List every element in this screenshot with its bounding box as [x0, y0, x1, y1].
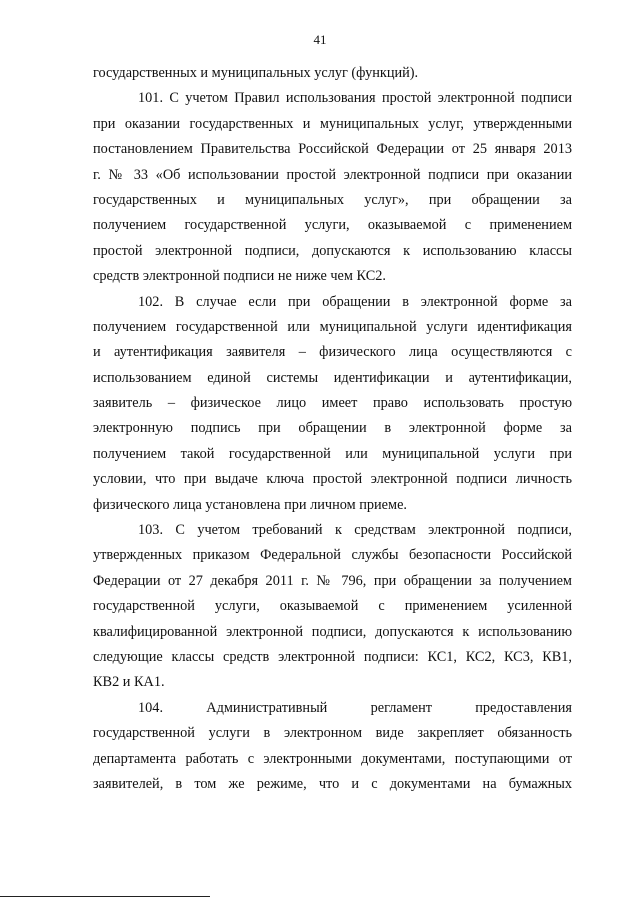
text-line: утвержденных приказом Федеральной службы безопасности Российской	[93, 547, 572, 564]
text-line: департамента работать с электронными документами, поступающими от	[93, 750, 572, 767]
text-line: при оказании государственных и муниципальных услуг, утвержденными	[93, 115, 572, 132]
text-line: г. № 33 «Об использовании простой электронной подписи при оказании	[93, 166, 572, 183]
text-line: и аутентификация заявителя – физического лица осуществляются с	[93, 344, 572, 361]
text-line: получением государственной услуги, оказываемой с применением	[93, 217, 572, 234]
text-line: физического лица установлена при личном приеме.	[93, 496, 407, 513]
text-line: 101. С учетом Правил использования простой электронной подписи	[138, 90, 572, 107]
text-line: электронную подпись при обращении в электронной форме за	[93, 420, 572, 437]
text-line: государственной услуги, оказываемой с применением усиленной	[93, 598, 572, 615]
text-line: получением такой государственной или муниципальной услуги при	[93, 445, 572, 462]
text-line: государственных и муниципальных услуг (функций).	[93, 65, 419, 81]
text-line: 103. С учетом требований к средствам электронной подписи,	[138, 522, 572, 539]
text-line: следующие классы средств электронной подписи: КС1, КС2, КС3, КВ1,	[93, 648, 572, 665]
text-line: 104. Административный регламент предоставления	[138, 699, 572, 716]
text-line: получением государственной или муниципальной услуги идентификация	[93, 318, 572, 335]
page-number: 41	[313, 32, 327, 47]
text-line: 102. В случае если при обращении в электронной форме за	[138, 293, 572, 310]
text-line: квалифицированной электронной подписи, допускаются к использованию	[93, 623, 572, 640]
text-line: Федерации от 27 декабря 2011 г. № 796, при обращении за получением	[93, 572, 572, 589]
text-line: постановлением Правительства Российской Федерации от 25 января 2013	[93, 141, 572, 158]
text-line: КВ2 и КА1.	[93, 674, 165, 691]
text-line: заявитель – физическое лицо имеет право использовать простую	[93, 395, 572, 412]
text-line: средств электронной подписи не ниже чем КС2.	[93, 268, 386, 285]
text-line: государственной услуги в электронном виде закрепляет обязанность	[93, 725, 572, 742]
text-line: простой электронной подписи, допускаются к использованию классы	[93, 242, 572, 259]
footnote-divider	[0, 896, 210, 897]
text-line: условии, что при выдаче ключа простой электронной подписи личность	[93, 471, 572, 488]
text-line: заявителей, в том же режиме, что и с документами на бумажных	[93, 775, 572, 792]
text-line: использованием единой системы идентификации и аутентификации,	[93, 369, 572, 386]
text-line: государственных и муниципальных услуг», при обращении за	[93, 191, 572, 208]
document-body	[93, 61, 572, 797]
